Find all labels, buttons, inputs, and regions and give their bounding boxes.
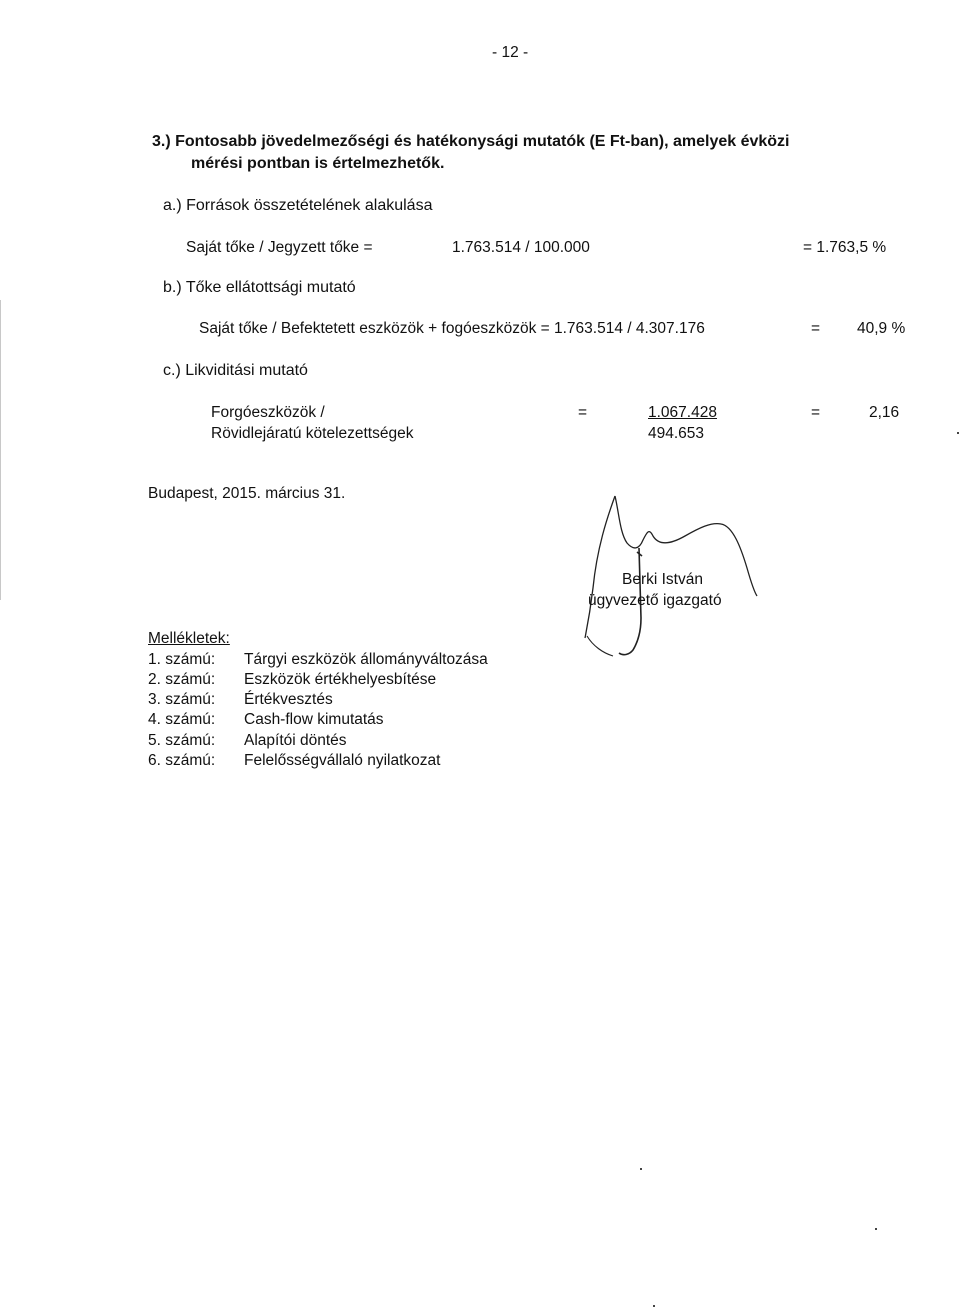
ratio-b-equals: = <box>811 320 821 337</box>
attachment-item <box>148 711 384 729</box>
attachment-text: Értékvesztés <box>244 691 333 708</box>
attachment-number: 4. számú: <box>148 711 216 728</box>
ratio-c-numerator-label: Forgóeszközök / <box>211 404 325 421</box>
ratio-a-result: = 1.763,5 % <box>803 239 887 256</box>
attachment-number: 2. számú: <box>148 671 216 688</box>
attachment-text: Alapítói döntés <box>244 732 347 749</box>
ratio-c-equals-result: = <box>811 404 821 421</box>
scan-speck <box>957 432 959 434</box>
attachment-text: Eszközök értékhelyesbítése <box>244 671 437 688</box>
attachment-item <box>148 732 347 750</box>
subsection-c-title: c.) Likviditási mutató <box>163 362 308 379</box>
ratio-c-result: 2,16 <box>869 404 900 421</box>
attachment-text: Cash-flow kimutatás <box>244 711 384 728</box>
signatory-title: ügyvezető igazgató <box>588 592 722 609</box>
place-date: Budapest, 2015. március 31. <box>148 485 346 502</box>
ratio-a-label: Saját tőke / Jegyzett tőke = <box>186 239 373 256</box>
ratio-c-denominator-label: Rövidlejáratú kötelezettségek <box>211 425 414 442</box>
subsection-a-title: a.) Források összetételének alakulása <box>163 197 433 214</box>
attachment-number: 5. számú: <box>148 732 216 749</box>
attachments-heading: Mellékletek: <box>148 630 230 647</box>
ratio-c-numerator-value: 1.067.428 <box>648 404 717 421</box>
attachment-text: Felelősségvállaló nyilatkozat <box>244 752 441 769</box>
signatory-name: Berki István <box>622 571 703 588</box>
scan-speck <box>653 1305 655 1307</box>
section-heading-line2: mérési pontban is értelmezhetők. <box>191 155 445 172</box>
attachment-item <box>148 651 488 669</box>
ratio-b-formula: Saját tőke / Befektetett eszközök + fogóeszközök = 1.763.514 / 4.307.176 <box>199 320 705 337</box>
ratio-b-result: 40,9 % <box>857 320 906 337</box>
page-number: - 12 - <box>492 44 529 61</box>
attachment-text: Tárgyi eszközök állományváltozása <box>244 651 488 668</box>
attachment-item <box>148 671 436 689</box>
attachment-item <box>148 691 333 709</box>
attachment-item <box>148 752 440 770</box>
scan-speck <box>875 1228 877 1230</box>
ratio-a-values: 1.763.514 / 100.000 <box>452 239 590 256</box>
scan-edge-line <box>0 300 1 600</box>
attachment-number: 6. számú: <box>148 752 216 769</box>
scan-speck <box>640 1168 642 1170</box>
subsection-b-title: b.) Tőke ellátottsági mutató <box>163 279 356 296</box>
attachment-number: 1. számú: <box>148 651 216 668</box>
ratio-c-equals: = <box>578 404 588 421</box>
attachment-number: 3. számú: <box>148 691 216 708</box>
ratio-c-denominator-value: 494.653 <box>648 425 705 442</box>
section-heading-line1: 3.) Fontosabb jövedelmezőségi és hatékonysági mutatók (E Ft-ban), amelyek évközi <box>152 133 790 150</box>
